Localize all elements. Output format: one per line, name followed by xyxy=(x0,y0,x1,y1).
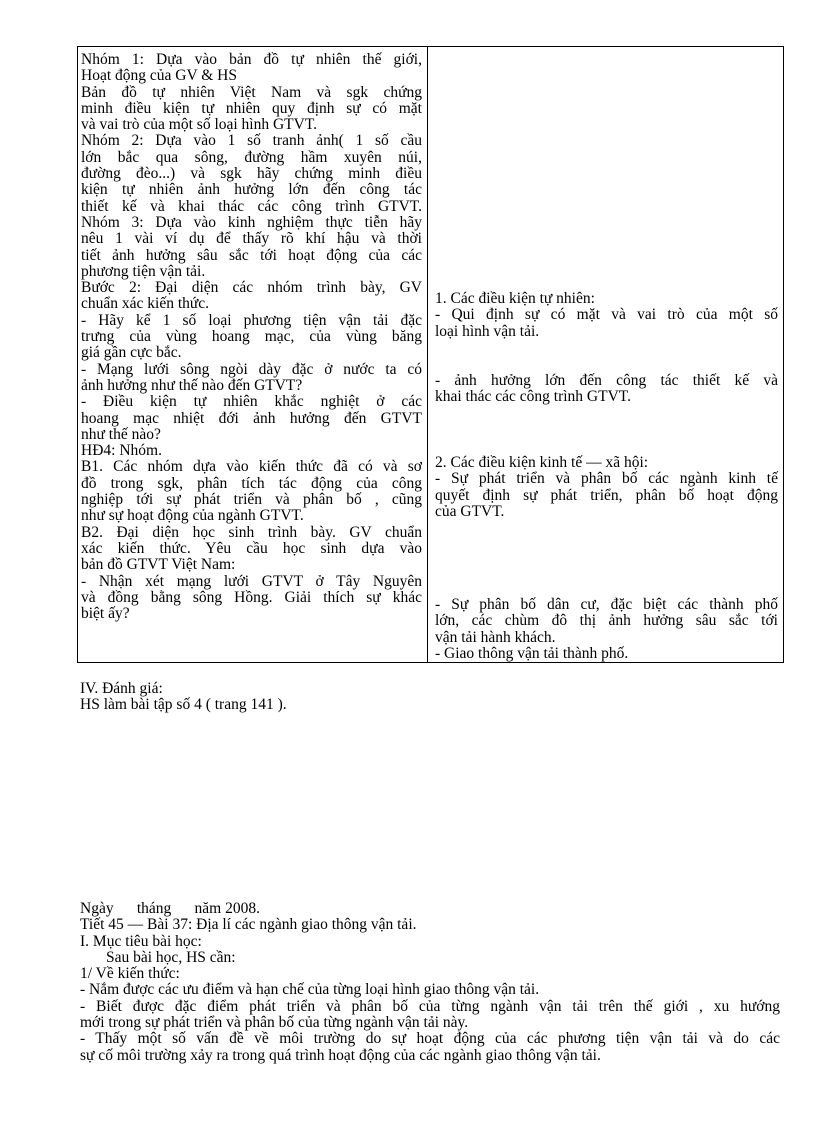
text-line: phương tiện vận tải. xyxy=(81,262,206,280)
text-line: và đồng bằng sông Hồng. Giải thích sự khác xyxy=(81,588,422,606)
objectives-intro: Sau bài học, HS cần: xyxy=(106,948,236,966)
knowledge-item-3-line-2: sự cố môi trường xảy ra trong quá trình hoạt động của các ngành giao thông vận tải. xyxy=(80,1046,601,1064)
objectives-heading: I. Mục tiêu bài học: xyxy=(80,932,202,950)
text-line: - Nhận xét mạng lưới GTVT ở Tây Nguyên xyxy=(81,572,422,590)
text-line: đồ trong sgk, phân tích tác động của công xyxy=(81,474,422,492)
text-line: đường đèo...) và sgk hãy chứng minh điều xyxy=(81,165,422,183)
text-line: - Hãy kể 1 số loại phương tiện vận tải đặc xyxy=(81,311,422,329)
text-line: ảnh hưởng như thế nào đến GTVT? xyxy=(81,376,303,394)
text-line: minh điều kiện tự nhiên quy định sự có mặt xyxy=(81,99,422,117)
evaluation-heading: IV. Đánh giá: xyxy=(80,680,163,697)
text-line: Bản đồ tự nhiên Việt Nam và sgk chứng xyxy=(81,83,422,101)
text-line: - Mạng lưới sông ngòi dày đặc ở nước ta có xyxy=(81,360,422,378)
text-line: Nhóm 2: Dựa vào 1 số tranh ảnh( 1 số cầu xyxy=(81,132,422,150)
text-line: nghiệp tới sự phát triển và phân bố , cũng xyxy=(81,491,422,509)
text-line: và vai trò của một số loại hình GTVT. xyxy=(81,116,318,134)
text-line: - Điều kiện tự nhiên khắc nghiệt ở các xyxy=(81,393,422,411)
text-line: nêu 1 vài ví dụ để thấy rõ khí hậu và thời xyxy=(81,230,422,248)
next-lesson-section xyxy=(80,901,780,1064)
text-line: lớn, các chùm đô thị ảnh hưởng sâu sắc tới xyxy=(435,612,778,630)
right-block-design-impact xyxy=(435,373,778,406)
text-line: - Qui định sự có mặt và vai trò của một số xyxy=(435,306,778,324)
text-line: vận tải hành khách. xyxy=(435,628,556,646)
text-line: của GTVT. xyxy=(435,502,505,520)
knowledge-item-2-line-2: mới trong sự phát triển và phân bố của từng ngành vận tải này. xyxy=(80,1014,469,1032)
text-line: - ảnh hưởng lớn đến công tác thiết kế và xyxy=(435,372,778,389)
text-line: như thế nào? xyxy=(81,425,161,443)
evaluation-text: HS làm bài tập số 4 ( trang 141 ). xyxy=(80,696,287,714)
knowledge-item-2-line-1: - Biết được đặc điểm phát triển và phân bố của từng ngành vận tải trên thế giới , xu hướng xyxy=(80,997,780,1015)
column-divider xyxy=(427,47,428,662)
text-line: như sự hoạt động của ngành GTVT. xyxy=(81,507,304,525)
text-line: tiết ảnh hưởng sâu sắc tới hoạt động của các xyxy=(81,246,422,264)
text-line: chuẩn xác kiến thức. xyxy=(81,295,210,313)
text-line: trưng của vùng hoang mạc, của vùng băng xyxy=(81,328,422,346)
text-line: thiết kế và khai thác các công trình GTVT. xyxy=(81,197,422,215)
text-line: Nhóm 3: Dựa vào kinh nghiệm thực tiễn hãy xyxy=(81,213,422,231)
text-line: B2. Đại diện học sinh trình bày. GV chuẩn xyxy=(81,523,422,541)
text-line: lớn bắc qua sông, đường hầm xuyên núi, xyxy=(81,148,422,166)
left-column-activities xyxy=(81,52,422,622)
text-line: quyết định sự phát triển, phân bố hoạt động xyxy=(435,486,778,504)
right-block-population xyxy=(435,597,778,662)
right-block-natural-conditions xyxy=(435,291,778,340)
knowledge-heading: 1/ Về kiến thức: xyxy=(80,965,180,983)
text-line: Bước 2: Đại diện các nhóm trình bày, GV xyxy=(81,279,422,297)
text-line: Hoạt động của GV & HS xyxy=(81,67,237,85)
text-line: 2. Các điều kiện kinh tế — xã hội: xyxy=(435,454,649,471)
text-line: khai thác các công trình GTVT. xyxy=(435,388,631,406)
text-line: bản đồ GTVT Việt Nam: xyxy=(81,556,236,574)
text-line: kiện tự nhiên ảnh hưởng lớn đến công tác xyxy=(81,181,422,199)
text-line: xác kiến thức. Yêu cầu học sinh dựa vào xyxy=(81,539,422,557)
knowledge-item-3-line-1: - Thấy một số vấn đề về môi trường do sự hoạt động của các phương tiện vận tải và do các xyxy=(80,1030,780,1048)
text-line: 1. Các điều kiện tự nhiên: xyxy=(435,290,595,307)
lesson-title: Tiết 45 — Bài 37: Địa lí các ngành giao thông vận tải. xyxy=(80,916,417,934)
evaluation-section xyxy=(80,681,287,714)
text-line: - Sự phát triển và phân bố các ngành kinh tế xyxy=(435,470,778,488)
text-line: Nhóm 1: Dựa vào bản đồ tự nhiên thế giới, xyxy=(81,51,422,68)
text-line: giá gần cực bắc. xyxy=(81,344,182,362)
knowledge-item-1: - Nắm được các ưu điểm và hạn chế của từng loại hình giao thông vận tải. xyxy=(80,981,540,999)
text-line: HĐ4: Nhóm. xyxy=(81,442,162,460)
text-line: - Giao thông vận tải thành phố. xyxy=(435,644,629,662)
lesson-table xyxy=(77,46,784,663)
text-line: - Sự phân bố dân cư, đặc biệt các thành phố xyxy=(435,596,778,613)
date-line: Ngày tháng năm 2008. xyxy=(80,900,260,917)
text-line: B1. Các nhóm dựa vào kiến thức đã có và sơ xyxy=(81,458,422,476)
text-line: biệt ấy? xyxy=(81,605,130,623)
text-line: loại hình vận tải. xyxy=(435,322,540,340)
right-block-economic-conditions xyxy=(435,455,778,520)
text-line: hoang mạc nhiệt đới ảnh hưởng đến GTVT xyxy=(81,409,422,427)
